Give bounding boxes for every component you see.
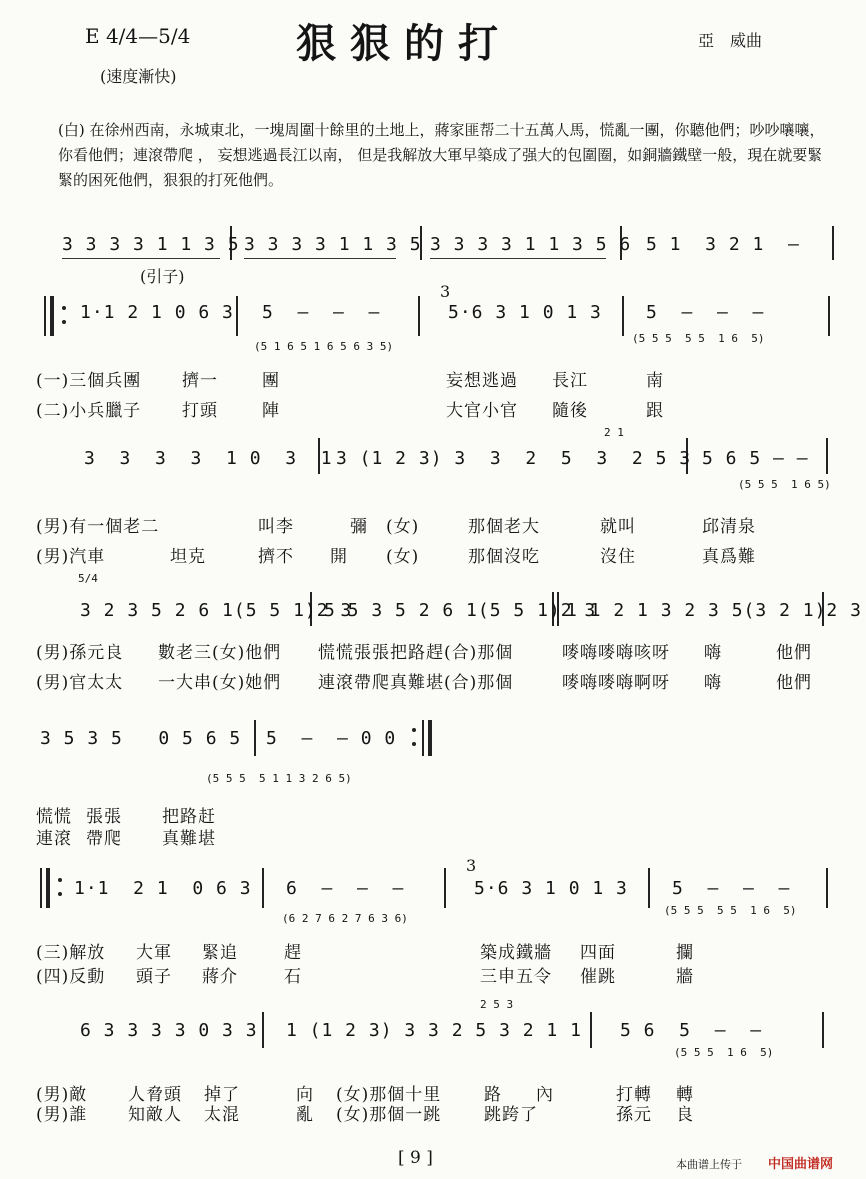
lyric: (女) bbox=[386, 517, 420, 537]
page-number: [ 9 ] bbox=[398, 1148, 433, 1168]
lyric: 跳跨了 bbox=[484, 1105, 538, 1125]
lyric: 就叫 bbox=[600, 517, 636, 537]
lyric: 四面 bbox=[580, 943, 616, 963]
lyric: 築成鐵牆 bbox=[480, 943, 552, 963]
lyric: 嘜嗨嘜嗨啊呀 bbox=[562, 673, 670, 693]
accompaniment-figure: (5 5 5 5 5 1 6 5) bbox=[632, 332, 765, 345]
lyric: (女)那個一跳 bbox=[336, 1105, 442, 1125]
lyric: (男)有一個老二 bbox=[36, 517, 160, 537]
lyric: 南 bbox=[646, 371, 664, 391]
song-title: 狠狠的打 bbox=[296, 20, 512, 67]
measure: 5 — — — bbox=[672, 878, 791, 899]
lyric: (男)敵 bbox=[36, 1085, 88, 1105]
lyric: 內 bbox=[536, 1085, 554, 1105]
lyric: 開 bbox=[330, 547, 348, 567]
measure: 1 1 2 1 3 2 3 5(3 2 1)2 3 bbox=[566, 600, 862, 621]
lyric: 坦克 bbox=[170, 547, 206, 567]
measure: 3 3 3 3 1 1 3 5 bbox=[62, 234, 240, 255]
lyric: (男)孫元良 bbox=[36, 643, 124, 663]
lyric: 催跳 bbox=[580, 967, 616, 987]
lyric: 石 bbox=[284, 967, 302, 987]
lyric: 連滾 bbox=[36, 829, 72, 849]
lyric: 把路赶 bbox=[162, 807, 216, 827]
measure: 1 (1 2 3) 3 3 2 5 3 2 1 1 bbox=[286, 1020, 582, 1041]
lyric: (一)三個兵團 bbox=[36, 371, 142, 391]
lyric: 一大串(女)她們 bbox=[158, 673, 282, 693]
lyric: 妄想逃過 bbox=[446, 371, 518, 391]
lyric: 蔣介 bbox=[202, 967, 238, 987]
lyric: 邱清泉 bbox=[702, 517, 756, 537]
lyric: 頭子 bbox=[136, 967, 172, 987]
lyric: (二)小兵臘子 bbox=[36, 401, 142, 421]
measure: 3 (1 2 3) 3 3 2 5 3 2 5 3 bbox=[336, 448, 692, 469]
accompaniment-figure: (5 5 5 5 1 1 3 2 6 5) bbox=[206, 772, 352, 785]
lyric: (男)汽車 bbox=[36, 547, 106, 567]
measure: 3 3 3 3 1 0 3 1 bbox=[84, 448, 333, 469]
lyric: 沒住 bbox=[600, 547, 636, 567]
lyric: 路 bbox=[484, 1085, 502, 1105]
lyric: 亂 bbox=[296, 1105, 314, 1125]
accompaniment-figure: (5 5 5 1 6 5) bbox=[674, 1046, 774, 1059]
lyric: 那個沒吃 bbox=[468, 547, 540, 567]
measure: 5·6 3 1 0 1 3 bbox=[448, 302, 602, 323]
lyric: 大軍 bbox=[136, 943, 172, 963]
lyric: 長江 bbox=[552, 371, 588, 391]
lyric: 團 bbox=[262, 371, 280, 391]
lyric: 轉 bbox=[676, 1085, 694, 1105]
measure: 5 — — 0 0 bbox=[266, 728, 397, 749]
measure: 5 6 5 — — bbox=[620, 1020, 763, 1041]
lyric: 打頭 bbox=[182, 401, 218, 421]
lyric: 慌慌 bbox=[36, 807, 72, 827]
lyric: 隨後 bbox=[552, 401, 588, 421]
lyric: 陣 bbox=[262, 401, 280, 421]
narration-text: (白) 在徐州西南，永城東北，一塊周圍十餘里的土地上，蔣家匪帮二十五萬人馬，慌亂一團，你聽他們；吵吵嚷嚷，你看他們；連滾帶爬 ， 妄想逃過長江以南， 但是我解放大軍早築成了强大的包圍圈，如銅牆鐵壁一般，現在就要緊緊的困死他們，狠狠的打死他們。 bbox=[58, 121, 825, 189]
lyric: 連滾帶爬真難堪(合)那個 bbox=[318, 673, 514, 693]
lyric: 嘜嗨嘜嗨咳呀 bbox=[562, 643, 670, 663]
measure: 5 — — — bbox=[646, 302, 765, 323]
lyric: 牆 bbox=[676, 967, 694, 987]
measure: 5 6 5 — — bbox=[702, 448, 809, 469]
measure: 3 3 3 3 1 1 3 5 bbox=[244, 234, 422, 255]
site-logo[interactable]: 中国曲谱网 bbox=[768, 1157, 834, 1172]
lyric: (女)那個十里 bbox=[336, 1085, 442, 1105]
lyric: 叫李 bbox=[258, 517, 294, 537]
lyric: 孫元 bbox=[616, 1105, 652, 1125]
triplet-mark: 3 bbox=[466, 856, 477, 875]
triplet-mark: 3 bbox=[440, 282, 451, 301]
measure: 6 — — — bbox=[286, 878, 405, 899]
lyric: 他們 bbox=[776, 643, 812, 663]
lyric: 數老三(女)他們 bbox=[158, 643, 282, 663]
measure: 5 5 3 5 2 6 1(5 5 1)2 3 bbox=[324, 600, 597, 621]
lyric: 嗨 bbox=[704, 673, 722, 693]
lyric: 打轉 bbox=[616, 1085, 652, 1105]
measure: 3 2 3 5 2 6 1(5 5 1)2 3 bbox=[80, 600, 353, 621]
lyric: 跟 bbox=[646, 401, 664, 421]
lyric: 向 bbox=[296, 1085, 314, 1105]
measure: 5·6 3 1 0 1 3 bbox=[474, 878, 628, 899]
lyric: 人脅頭 bbox=[128, 1085, 182, 1105]
lyric: (男)誰 bbox=[36, 1105, 88, 1125]
lyric: (三)解放 bbox=[36, 943, 106, 963]
lyric: (男)官太太 bbox=[36, 673, 124, 693]
lyric: 他們 bbox=[776, 673, 812, 693]
measure: 3 5 3 5 0 5 6 5 bbox=[40, 728, 242, 749]
lyric: 大官小官 bbox=[446, 401, 518, 421]
lyric: 彌 bbox=[350, 517, 368, 537]
tempo-marking: (速度漸快) bbox=[100, 67, 177, 86]
lyric: (女) bbox=[386, 547, 420, 567]
lyric: 慌慌張張把路趕(合)那個 bbox=[318, 643, 514, 663]
lyric: 攔 bbox=[676, 943, 694, 963]
upper-figure: 2 5 3 bbox=[480, 998, 514, 1011]
lyric: 太混 bbox=[204, 1105, 240, 1125]
measure: 5 1 3 2 1 — bbox=[646, 234, 800, 255]
lyric: 趕 bbox=[284, 943, 302, 963]
accompaniment-figure: (5 1 6 5 1 6 5 6 3 5) bbox=[254, 340, 394, 353]
lyric: 掉了 bbox=[204, 1085, 240, 1105]
lyric: 真難堪 bbox=[162, 829, 216, 849]
measure: 1·1 2 1 0 6 3 bbox=[74, 878, 252, 899]
lyric: 張張 bbox=[86, 807, 122, 827]
lyric: 緊追 bbox=[202, 943, 238, 963]
footer-text: 本曲谱上传于 bbox=[676, 1158, 742, 1171]
lyric: 那個老大 bbox=[468, 517, 540, 537]
lyric: 三申五令 bbox=[480, 967, 552, 987]
accompaniment-figure: (6 2 7 6 2 7 6 3 6) bbox=[282, 912, 408, 925]
measure: 5 — — — bbox=[262, 302, 381, 323]
composer: 亞 威曲 bbox=[698, 31, 763, 50]
measure: 1·1 2 1 0 6 3 bbox=[80, 302, 234, 323]
accompaniment-figure: (5 5 5 5 5 1 6 5) bbox=[664, 904, 797, 917]
lyric: (四)反動 bbox=[36, 967, 106, 987]
lyric: 良 bbox=[676, 1105, 694, 1125]
meter-change: 5/4 bbox=[78, 572, 98, 585]
upper-figure: 2 1 bbox=[604, 426, 624, 439]
lyric: 真爲難 bbox=[702, 547, 756, 567]
accompaniment-figure: (5 5 5 1 6 5) bbox=[738, 478, 831, 491]
lyric: 擠一 bbox=[182, 371, 218, 391]
lyric: 帶爬 bbox=[86, 829, 122, 849]
lyric: 擠不 bbox=[258, 547, 294, 567]
lyric: 嗨 bbox=[704, 643, 722, 663]
section-label: (引子) bbox=[140, 267, 185, 286]
measure: 6 3 3 3 3 0 3 3 bbox=[80, 1020, 258, 1041]
measure: 3 3 3 3 1 1 3 5 6 bbox=[430, 234, 632, 255]
key-signature: E 4/4—5/4 bbox=[85, 24, 191, 48]
lyric: 知敵人 bbox=[128, 1105, 182, 1125]
